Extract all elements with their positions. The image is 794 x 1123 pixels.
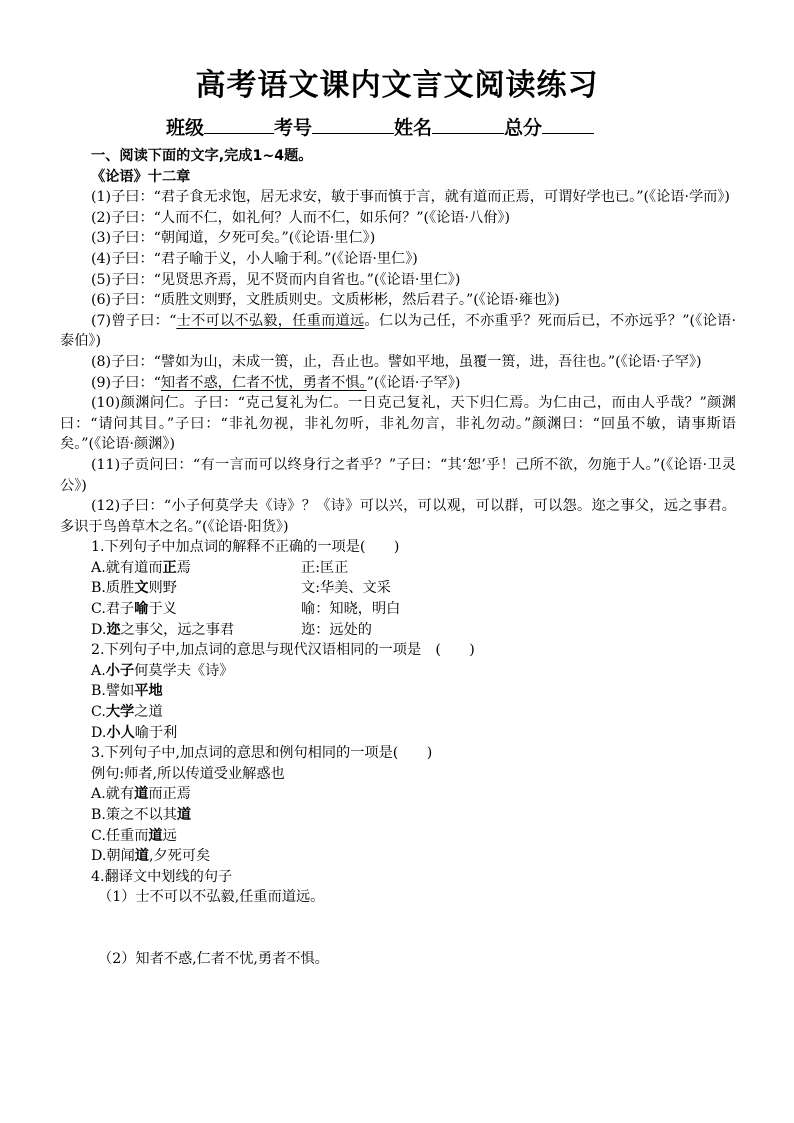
passage-11: (11)子贡问曰：“有一言而可以终身行之者乎？”子曰：“其‘恕’乎！己所不欲，勿施于人。”(《论语·卫灵公》) — [60, 456, 736, 494]
question-2-option-c[interactable] — [60, 702, 736, 723]
dotted-word: 小人 — [106, 724, 135, 741]
class-label: 班级 — [166, 117, 205, 139]
question-1-option-b[interactable] — [60, 578, 736, 599]
question-1-option-a[interactable] — [60, 558, 736, 579]
dotted-word: 道 — [148, 827, 163, 844]
answer-space-2[interactable] — [60, 970, 736, 1010]
question-2-option-b[interactable] — [60, 681, 736, 702]
dotted-word: 道 — [176, 807, 192, 823]
option-text: D. — [91, 621, 107, 638]
dotted-word: 道 — [134, 786, 149, 803]
question-3-option-d[interactable] — [60, 846, 736, 867]
option-definition: 文:华美、文采 — [301, 580, 391, 597]
score-label: 总分 — [504, 117, 543, 139]
question-3-option-c[interactable] — [60, 826, 736, 847]
number-label: 考号 — [274, 117, 313, 139]
question-2-stem: 2.下列句子中,加点词的意思与现代汉语相同的一项是 ( ) — [91, 642, 475, 659]
student-info-line — [166, 113, 594, 140]
option-text: D.朝闻 — [91, 848, 135, 865]
question-4-sentence-1: （1）士不可以不弘毅,任重而道远。 — [98, 889, 325, 906]
passage-9-pre: (9)子曰：“ — [91, 374, 161, 391]
number-blank[interactable] — [312, 115, 394, 134]
question-1-stem: 1.下列句子中加点词的解释不正确的一项是( ) — [91, 539, 400, 556]
passage-12: (12)子曰：“小子何莫学夫《诗》？《诗》可以兴，可以观，可以群，可以怨。迩之事父，远之事君。多识于鸟兽草木之名。”(《论语·阳货》) — [60, 498, 736, 535]
option-text: A.就有 — [91, 786, 135, 803]
dotted-word: 迩 — [106, 621, 121, 638]
passage-7-underlined: 士不可以不弘毅，任重而道远 — [176, 312, 365, 329]
section-heading: 一、阅读下面的文字,完成1~4题。 — [91, 148, 313, 164]
question-2-option-a[interactable] — [60, 661, 736, 682]
option-definition: 正:匡正 — [301, 559, 349, 576]
option-definition: 迩：远处的 — [301, 621, 372, 638]
question-4-stem: 4.翻译文中划线的句子 — [91, 868, 233, 885]
score-blank[interactable] — [542, 115, 594, 134]
passage-6: (6)子曰：“质胜文则野，文胜质则史。文质彬彬，然后君子。”(《论语·雍也》) — [91, 292, 560, 309]
passage-7-pre: (7)曾子曰：“ — [91, 312, 177, 329]
dotted-word: 道 — [134, 848, 149, 865]
question-3-example: 例句:师者,所以传道受业解惑也 — [91, 765, 285, 782]
question-3-stem: 3.下列句子中,加点词的意思和例句相同的一项是( ) — [91, 745, 433, 762]
dotted-word: 喻 — [134, 601, 149, 618]
dotted-word: 大学 — [105, 704, 135, 721]
passage-7 — [60, 311, 736, 352]
passage-9-underlined: 知者不惑，仁者不忧，勇者不惧。 — [160, 374, 367, 391]
answer-space-1[interactable] — [60, 908, 736, 949]
option-text: 喻于利 — [134, 724, 178, 741]
page-title: 高考语文课内文言文阅读练习 — [195, 68, 599, 103]
option-definition: 喻：知晓，明白 — [301, 601, 401, 618]
passage-2: (2)子曰：“人而不仁，如礼何？人而不仁，如乐何？”(《论语·八佾》) — [91, 209, 511, 226]
option-text: A. — [91, 662, 106, 679]
question-3-option-a[interactable] — [60, 784, 736, 805]
passage-7-post: 。仁以为己任，不亦重乎？死而后已，不亦远乎？”(《论语·泰伯》) — [60, 312, 736, 350]
option-text: C.任重而 — [91, 827, 149, 844]
passage-10: (10)颜渊问仁。子曰：“克己复礼为仁。一日克己复礼，天下归仁焉。为仁由己，而由人乎哉？”颜渊曰：“请问其目。”子曰：“非礼勿视，非礼勿听，非礼勿言，非礼勿动。”颜渊曰：“回虽不敏，请事斯语矣。”(《论语·颜渊》) — [60, 395, 736, 453]
dotted-word: 正 — [162, 559, 177, 576]
question-2-option-d[interactable] — [60, 723, 736, 744]
dotted-word: 小子 — [105, 662, 135, 679]
question-1-option-d[interactable] — [60, 620, 736, 641]
option-text: B.策之不以其 — [91, 807, 177, 823]
option-text: B.质胜 — [91, 580, 135, 597]
section-subtitle: 《论语》十二章 — [91, 168, 191, 185]
passage-1: (1)子曰：“君子食无求饱，居无求安，敏于事而慎于言，就有道而正焉，可谓好学也已。”(《论语·学而》) — [91, 189, 730, 206]
option-text: 远 — [162, 827, 177, 844]
option-text: 之事父，远之事君 — [120, 621, 235, 638]
dotted-word: 平地 — [134, 683, 163, 700]
option-text: 焉 — [176, 559, 191, 576]
name-label: 姓名 — [394, 117, 433, 139]
option-text: 而正焉 — [148, 786, 191, 803]
option-text: C. — [91, 704, 106, 721]
exercise-content — [60, 146, 736, 1010]
passage-5: (5)子曰：“见贤思齐焉，见不贤而内自省也。”(《论语·里仁》) — [91, 271, 461, 288]
passage-9 — [60, 373, 736, 394]
option-text: 之道 — [134, 704, 163, 721]
class-blank[interactable] — [204, 115, 274, 134]
question-1-option-c[interactable] — [60, 599, 736, 620]
passage-4: (4)子曰：“君子喻于义，小人喻于利。”(《论语·里仁》) — [91, 250, 418, 267]
option-text: 则野 — [148, 580, 177, 597]
option-text: A.就有道而 — [91, 559, 163, 576]
passage-8: (8)子曰：“譬如为山，未成一篑，止，吾止也。譬如平地，虽覆一篑，进，吾往也。”(《论语·子罕》) — [91, 353, 702, 370]
option-text: C.君子 — [91, 601, 135, 618]
option-text: D. — [91, 724, 107, 741]
passage-3: (3)子曰：“朝闻道，夕死可矣。”(《论语·里仁》) — [91, 230, 376, 247]
question-3-option-b[interactable] — [60, 805, 736, 826]
name-blank[interactable] — [432, 115, 504, 134]
option-text: 何莫学夫《诗》 — [134, 662, 234, 679]
question-4-sentence-2: （2）知者不惑,仁者不忧,勇者不惧。 — [98, 950, 329, 967]
option-text: ,夕死可矣 — [148, 848, 211, 865]
option-text: B.譬如 — [91, 683, 135, 700]
option-text: 于义 — [148, 601, 177, 618]
passage-9-post: ”(《论语·子罕》) — [366, 374, 461, 391]
dotted-word: 文 — [134, 580, 149, 597]
